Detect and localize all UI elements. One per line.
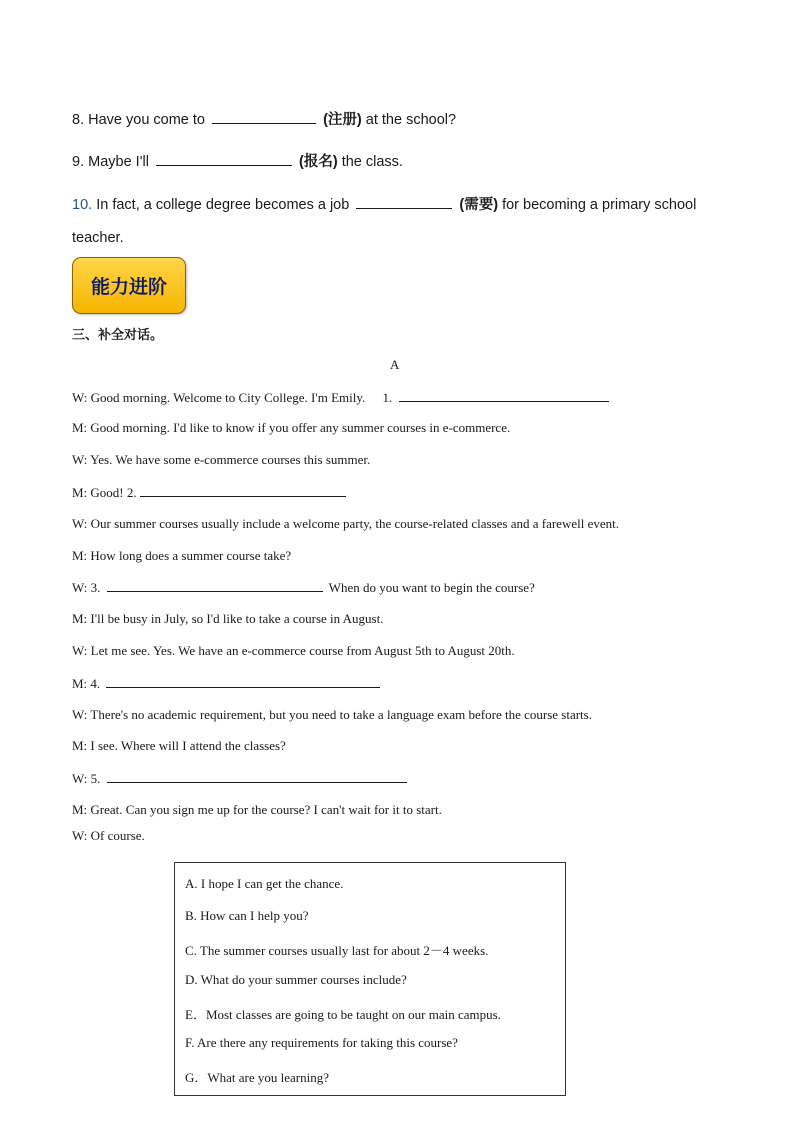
question-10-continuation: teacher. [72, 230, 124, 246]
option-f: F. Are there any requirements for taking this course? [185, 1035, 458, 1050]
dialogue-line [72, 579, 535, 596]
section-title: 三、补全对话。 [72, 328, 164, 343]
answer-blank[interactable] [356, 194, 452, 209]
dialogue-line: M: Great. Can you sign me up for the course? I can't wait for it to start. [72, 802, 442, 817]
question-number: 10. [72, 197, 93, 213]
answer-blank[interactable] [156, 151, 292, 166]
dialogue-label: A [390, 357, 400, 372]
dialogue-text: M: 4. [72, 676, 101, 691]
question-number: 8. [72, 112, 85, 128]
option-g: G．What are you learning? [185, 1070, 330, 1085]
ability-advance-badge: 能力进阶 [72, 257, 186, 314]
dialogue-line [72, 484, 349, 501]
answer-blank[interactable] [107, 579, 323, 592]
dialogue-line [72, 770, 410, 787]
dialogue-line: M: I see. Where will I attend the classes? [72, 738, 286, 753]
dialogue-text: M: Good! 2. [72, 485, 137, 500]
question-text: the class. [341, 154, 403, 170]
answer-blank[interactable] [399, 389, 609, 402]
question-9 [72, 150, 403, 171]
chinese-hint: (注册) [323, 112, 362, 128]
dialogue-text: When do you want to begin the course? [328, 580, 535, 595]
option-e: E．Most classes are going to be taught on our main campus. [185, 1007, 501, 1022]
question-text: In fact, a college degree becomes a job [96, 197, 350, 213]
dialogue-line [72, 675, 383, 692]
dialogue-line: M: Good morning. I'd like to know if you offer any summer courses in e-commerce. [72, 420, 511, 435]
question-10 [72, 193, 696, 214]
question-text: for becoming a primary school [502, 197, 697, 213]
chinese-hint: (报名) [298, 154, 338, 170]
dialogue-text: W: 3. [72, 580, 101, 595]
dialogue-text: W: 5. [72, 771, 101, 786]
question-text: at the school? [365, 112, 457, 128]
blank-number: 1. [382, 390, 393, 405]
dialogue-line: W: There's no academic requirement, but you need to take a language exam before the course starts. [72, 707, 592, 722]
option-a: A. I hope I can get the chance. [185, 876, 344, 891]
question-text: Have you come to [88, 112, 205, 128]
question-number: 9. [72, 154, 85, 170]
dialogue-line [72, 389, 612, 406]
options-box [174, 862, 566, 1096]
dialogue-line: W: Our summer courses usually include a welcome party, the course-related classes and a farewell event. [72, 516, 619, 531]
dialogue-line: W: Of course. [72, 828, 145, 843]
option-c: C. The summer courses usually last for about 2－4 weeks. [185, 943, 489, 958]
answer-blank[interactable] [140, 484, 346, 497]
answer-blank[interactable] [107, 770, 407, 783]
option-d: D. What do your summer courses include? [185, 972, 407, 987]
option-b: B. How can I help you? [185, 908, 309, 923]
dialogue-line: M: I'll be busy in July, so I'd like to take a course in August. [72, 611, 384, 626]
dialogue-line: W: Let me see. Yes. We have an e-commerce course from August 5th to August 20th. [72, 643, 515, 658]
dialogue-line: W: Yes. We have some e-commerce courses this summer. [72, 452, 371, 467]
question-text: Maybe I'll [88, 154, 149, 170]
chinese-hint: (需要) [459, 197, 499, 213]
dialogue-line: M: How long does a summer course take? [72, 548, 292, 563]
dialogue-text: W: Good morning. Welcome to City College. I'm Emily. [72, 390, 366, 405]
question-8 [72, 108, 456, 129]
answer-blank[interactable] [106, 675, 380, 688]
answer-blank[interactable] [212, 109, 316, 124]
